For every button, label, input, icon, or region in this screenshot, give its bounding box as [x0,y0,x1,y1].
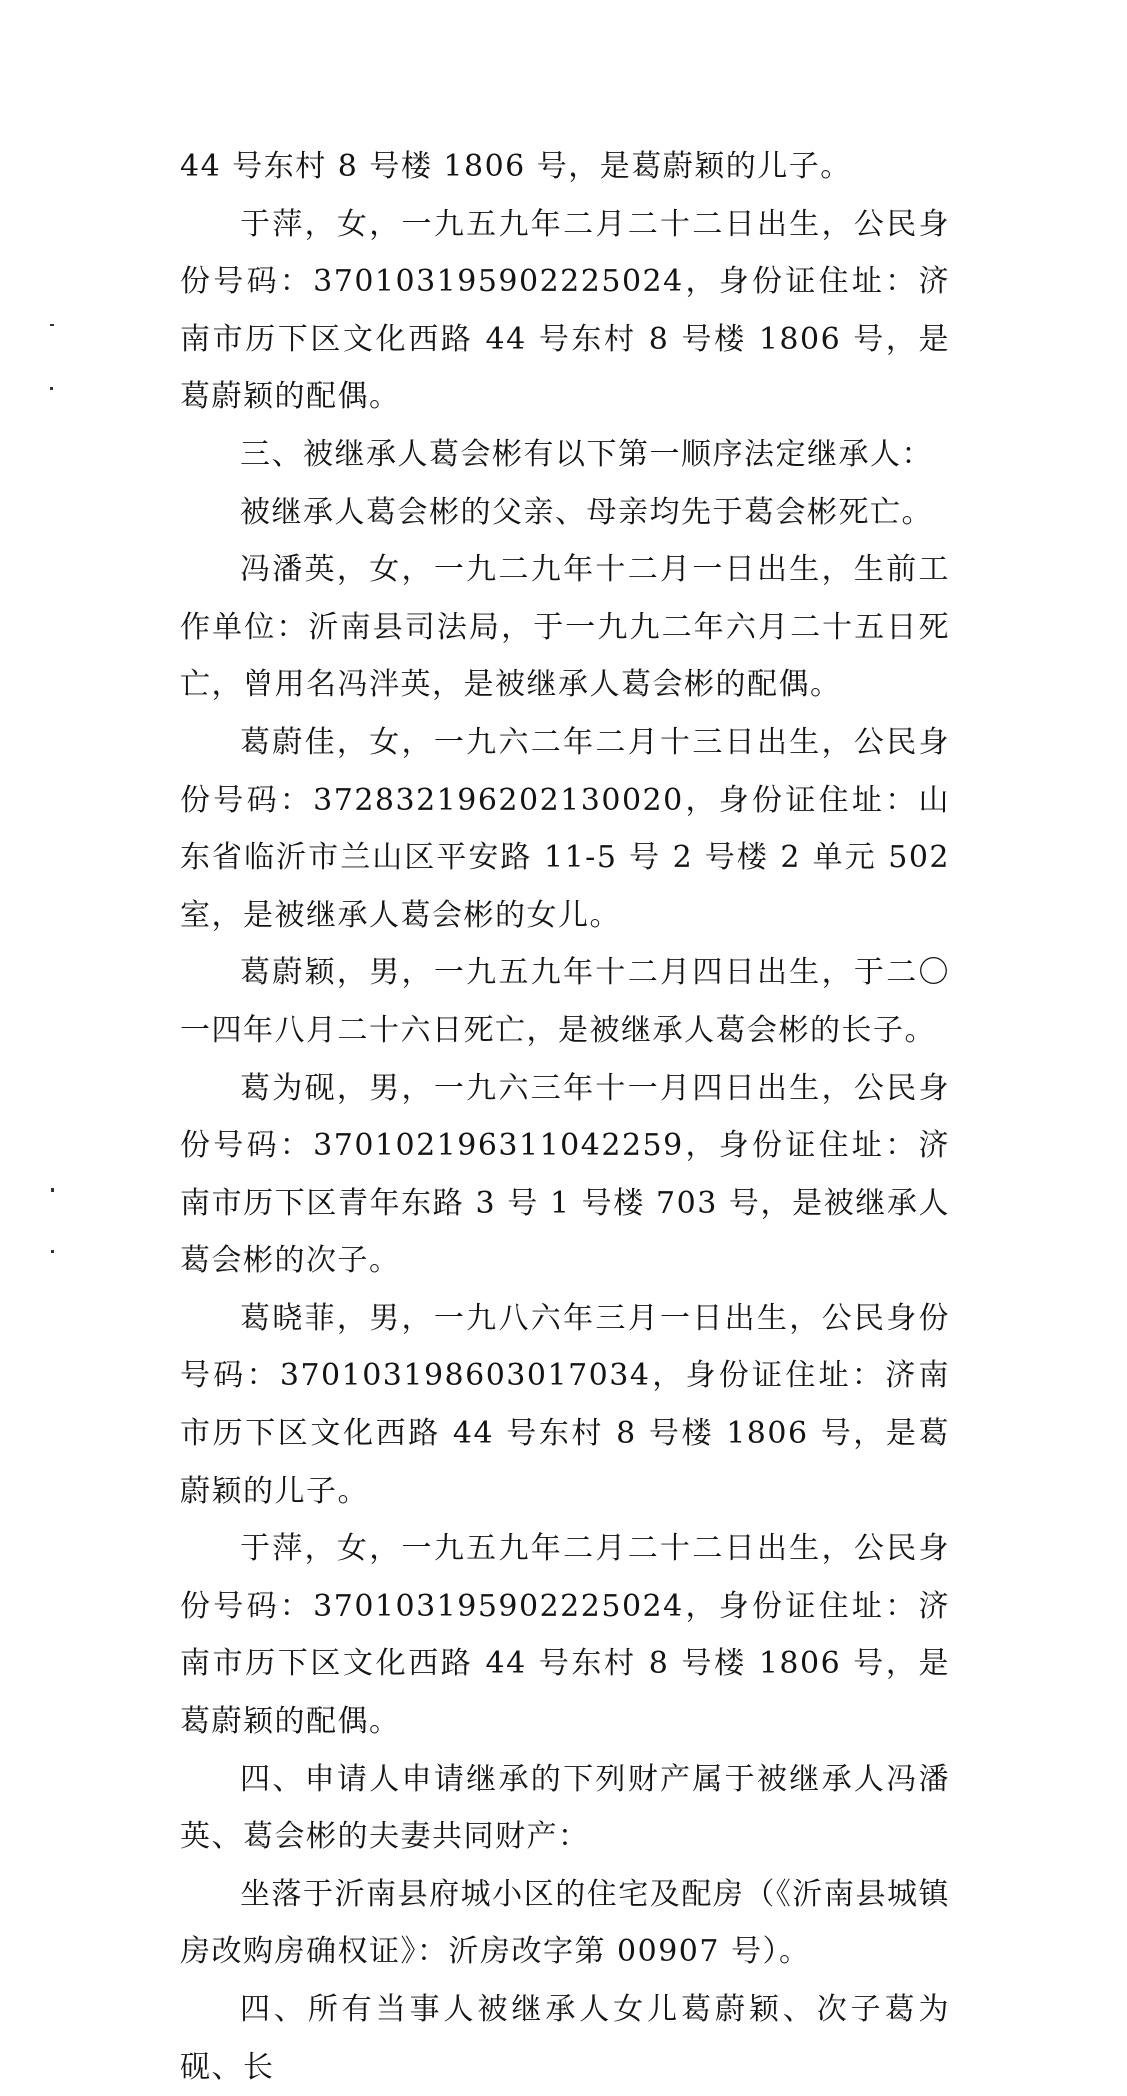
section-heading-four: 四、申请人申请继承的下列财产属于被继承人冯潘英、葛会彬的夫妻共同财产： [180,1761,950,1855]
paragraph-property: 坐落于沂南县府城小区的住宅及配房（《沂南县城镇房改购房确权证》：沂房改字第 00907 号）。 [180,1876,950,1970]
scan-margin-mark [51,1188,54,1192]
scan-margin-mark [51,1250,54,1253]
paragraph-parents-deceased: 被继承人葛会彬的父亲、母亲均先于葛会彬死亡。 [240,494,933,530]
paragraph-ge-xiaofei: 葛晓菲，男，一九八六年三月一日出生，公民身份号码：370103198603017034，身份证住址：济南市历下区文化西路 44 号东村 8 号楼 1806 号，是葛蔚颖的儿子。 [180,1300,950,1509]
paragraph-continuation: 44 号东村 8 号楼 1806 号，是葛蔚颖的儿子。 [180,149,852,184]
paragraph-ge-weijia: 葛蔚佳，女，一九六二年二月十三日出生，公民身份号码：372832196202130020，身份证住址：山东省临沂市兰山区平安路 11-5 号 2 号楼 2 单元 502 室，是被继承人葛会彬的女儿。 [180,724,950,933]
paragraph-heir-yu-ping: 于萍，女，一九五九年二月二十二日出生，公民身份号码：370103195902225024，身份证住址：济南市历下区文化西路 44 号东村 8 号楼 1806 号，是葛蔚颖的配偶。 [180,206,950,415]
paragraph-feng-panying: 冯潘英，女，一九二九年十二月一日出生，生前工作单位：沂南县司法局，于一九九二年六月二十五日死亡，曾用名冯泮英，是被继承人葛会彬的配偶。 [180,552,950,703]
paragraph-yu-ping-repeat: 于萍，女，一九五九年二月二十二日出生，公民身份号码：370103195902225024，身份证住址：济南市历下区文化西路 44 号东村 8 号楼 1806 号，是葛蔚颖的配偶。 [180,1531,950,1740]
section-heading-four-b: 四、所有当事人被继承人女儿葛蔚颖、次子葛为砚、长 [180,1992,950,2085]
paragraph-ge-weiyan: 葛为砚，男，一九六三年十一月四日出生，公民身份号码：370102196311042259，身份证住址：济南市历下区青年东路 3 号 1 号楼 703 号，是被继承人葛会彬的次子。 [180,1070,950,1279]
section-heading-three: 三、被继承人葛会彬有以下第一顺序法定继承人： [240,436,933,472]
scan-margin-mark [50,387,53,390]
document-body [180,138,950,2096]
paragraph-ge-weiying: 葛蔚颖，男，一九五九年十二月四日出生，于二〇一四年八月二十六日死亡，是被继承人葛会彬的长子。 [180,955,950,1048]
scan-margin-mark [50,324,54,326]
